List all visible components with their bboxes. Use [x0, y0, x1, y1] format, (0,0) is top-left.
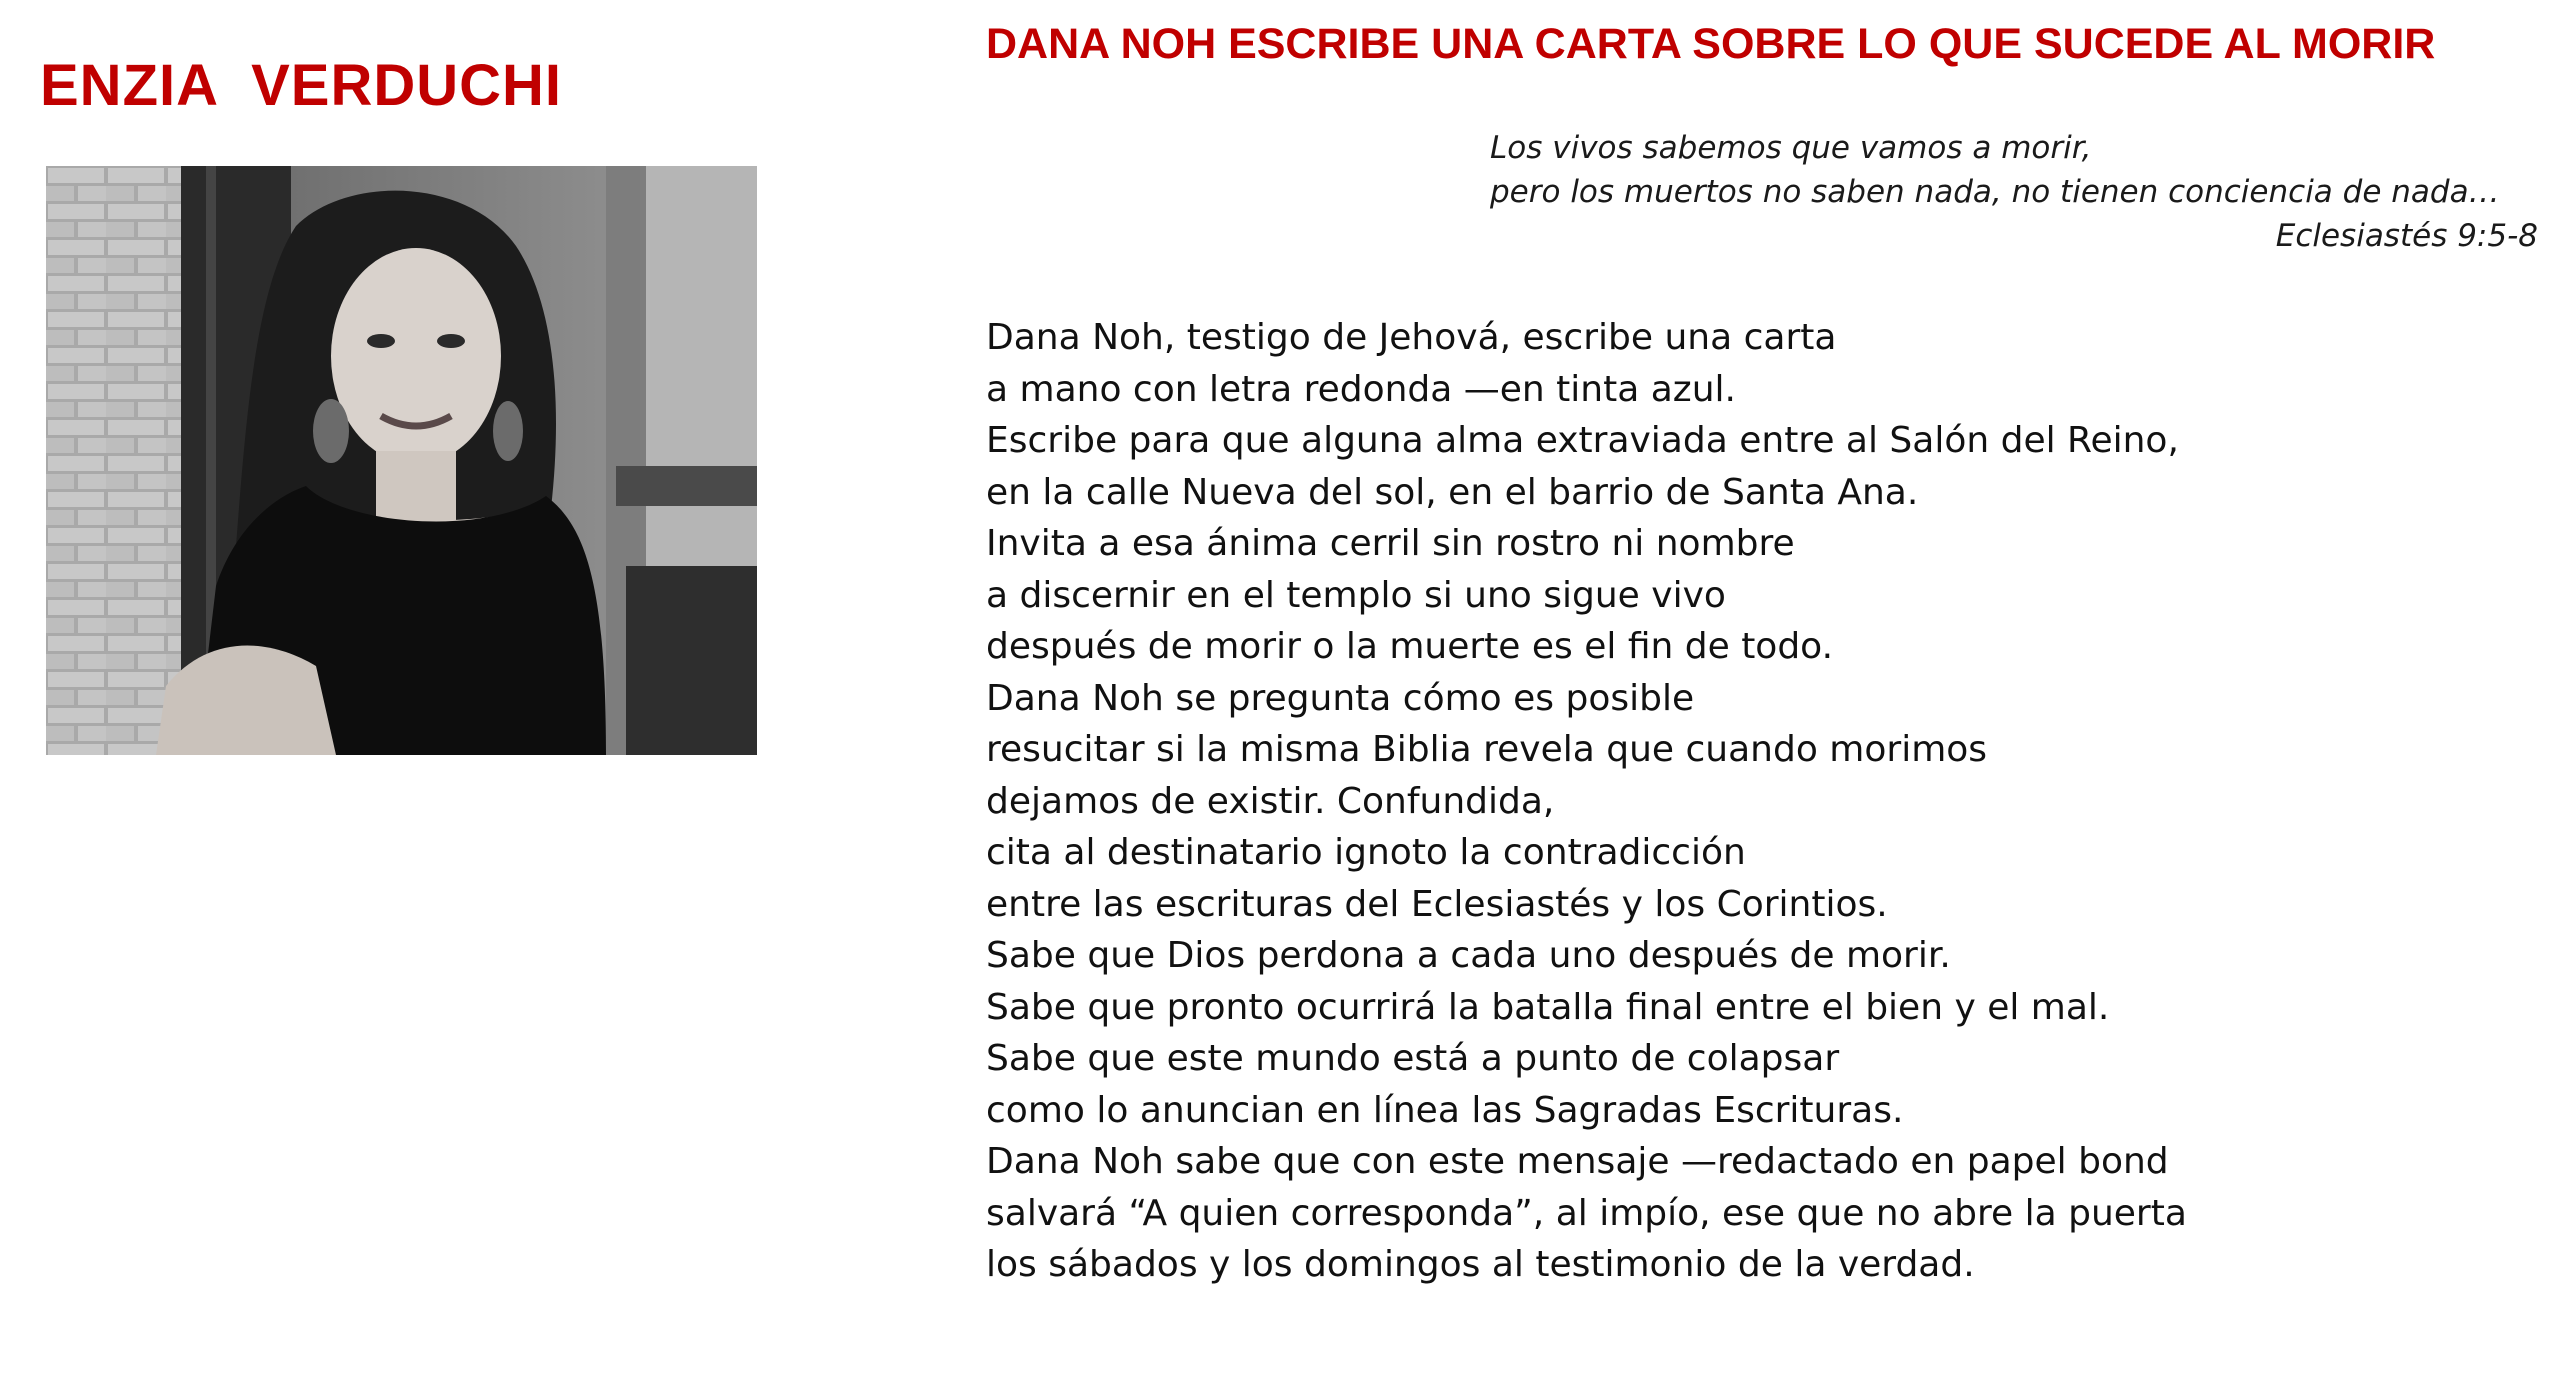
poem-title: DANA NOH ESCRIBE UNA CARTA SOBRE LO QUE SUCEDE AL MORIR [986, 20, 2436, 68]
poem-verse: entre las escrituras del Eclesiastés y los Corintios. [986, 883, 1888, 925]
poem-verse: a discernir en el templo si uno sigue vivo [986, 574, 1726, 616]
epigraph-source: Eclesiastés 9:5-8 [2275, 218, 2538, 254]
epigraph-line: Los vivos sabemos que vamos a morir, [1490, 130, 2092, 166]
poem-verse: Escribe para que alguna alma extraviada entre al Salón del Reino, [986, 420, 2179, 461]
poem-verse: Sabe que Dios perdona a cada uno después de morir. [986, 935, 1951, 976]
epigraph-line: pero los muertos no saben nada, no tienen conciencia de nada… [1490, 174, 2500, 210]
poem-verse: Dana Noh, testigo de Jehová, escribe una carta [986, 317, 1837, 358]
poem-verse: después de morir o la muerte es el fin de todo. [986, 626, 1834, 667]
poem-verse: cita al destinatario ignoto la contradicción [986, 832, 1746, 873]
poem-verse: en la calle Nueva del sol, en el barrio de Santa Ana. [986, 471, 1919, 513]
poem-verse: resucitar si la misma Biblia revela que cuando morimos [986, 729, 1988, 770]
epigraph [1490, 126, 2540, 258]
poem-verse: Invita a esa ánima cerril sin rostro ni nombre [986, 523, 1795, 564]
poem-verse: Sabe que este mundo está a punto de colapsar [986, 1038, 1840, 1079]
poem-verse: Sabe que pronto ocurrirá la batalla final entre el bien y el mal. [986, 986, 2110, 1028]
poem-body [986, 312, 2187, 1291]
poem-verse: a mano con letra redonda —en tinta azul. [986, 368, 1736, 410]
poem-verse: Dana Noh sabe que con este mensaje —redactado en papel bond [986, 1141, 2169, 1182]
poem-verse: Dana Noh se pregunta cómo es posible [986, 677, 1695, 719]
author-photo [46, 166, 757, 755]
poem-verse: dejamos de existir. Confundida, [986, 780, 1555, 822]
poem-verse: salvará “A quien corresponda”, al impío, ese que no abre la puerta [986, 1192, 2187, 1234]
poem-verse: como lo anuncian en línea las Sagradas Escrituras. [986, 1089, 1904, 1131]
poem-verse: los sábados y los domingos al testimonio de la verdad. [986, 1244, 1975, 1285]
author-name: ENZIA VERDUCHI [40, 53, 562, 118]
